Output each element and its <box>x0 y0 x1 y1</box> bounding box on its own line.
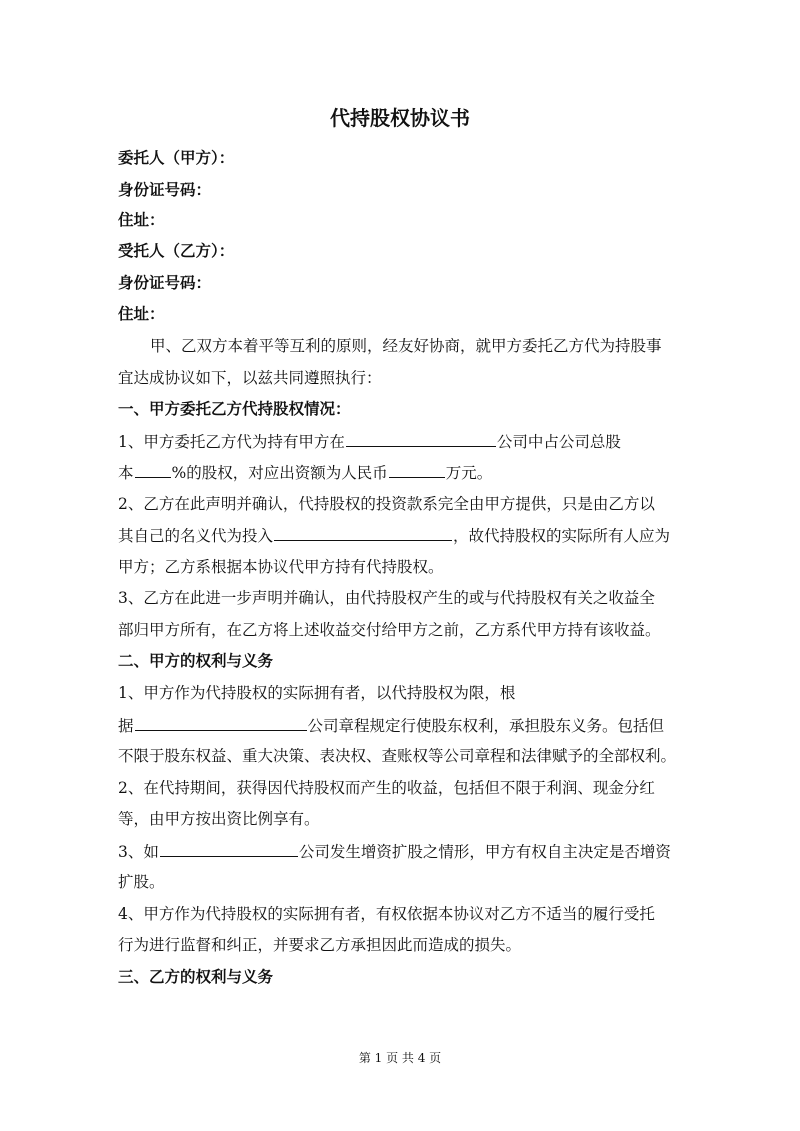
clause-text: ，故代持股权的实际所有人应为 <box>453 527 671 545</box>
intro-line-1: 甲、乙双方本着平等互利的原则，经友好协商，就甲方委托乙方代为持股事 <box>150 337 662 355</box>
clause-text: 本 <box>118 464 134 482</box>
intro-line-2: 宜达成协议如下，以兹共同遵照执行： <box>118 369 382 387</box>
clause-text: 万元。 <box>445 464 493 482</box>
blank-share-percent <box>135 462 171 478</box>
clause-2-2-line-2: 等，由甲方按出资比例享有。 <box>118 810 320 828</box>
clause-1-2-line-1: 2、乙方在此声明并确认，代持股权的投资款系完全由甲方提供，只是由乙方以 <box>118 495 655 513</box>
clause-text: 1、甲方委托乙方代为持有甲方在 <box>118 433 345 451</box>
clause-1-1-line-2 <box>118 462 688 483</box>
clause-text: 公司中占公司总股 <box>496 433 621 451</box>
clause-2-3-line-1 <box>118 841 688 862</box>
clause-2-3-line-2: 扩股。 <box>118 873 165 891</box>
clause-2-1-line-3: 不限于股东权益、重大决策、表决权、查账权等公司章程和法律赋予的全部权利。 <box>118 747 677 765</box>
blank-company-name-2 <box>135 715 307 731</box>
clause-2-1-line-1: 1、甲方作为代持股权的实际拥有者，以代持股权为限，根 <box>118 684 516 702</box>
principal-address-label: 住址： <box>118 211 165 229</box>
clause-2-1-line-2 <box>118 715 688 736</box>
section-1-heading: 一、甲方委托乙方代持股权情况： <box>118 400 351 418</box>
clause-text: 其自己的名义代为投入 <box>118 527 274 545</box>
section-3-heading: 三、乙方的权利与义务 <box>118 968 274 986</box>
page-number: 第 1 页 共 4 页 <box>358 1051 442 1065</box>
blank-capital-amount <box>389 462 445 478</box>
clause-1-3-line-1: 3、乙方在此进一步声明并确认，由代持股权产生的或与代持股权有关之收益全 <box>118 589 655 607</box>
clause-1-3-line-2: 部归甲方所有，在乙方将上述收益交付给甲方之前，乙方系代甲方持有该收益。 <box>118 621 661 639</box>
clause-2-4-line-2: 行为进行监督和纠正，并要求乙方承担因此而造成的损失。 <box>118 936 522 954</box>
document-title: 代持股权协议书 <box>330 106 470 130</box>
clause-1-2-line-2 <box>118 525 688 546</box>
blank-investment-target <box>274 525 452 541</box>
clause-text: 公司发生增资扩股之情形，甲方有权自主决定是否增资 <box>298 843 671 861</box>
section-2-heading: 二、甲方的权利与义务 <box>118 652 274 670</box>
agent-label: 受托人（乙方）： <box>118 242 235 260</box>
blank-company-name-3 <box>160 841 298 857</box>
blank-company-name <box>346 431 496 447</box>
clause-text: 3、如 <box>118 843 159 861</box>
clause-1-2-line-3: 甲方；乙方系根据本协议代甲方持有代持股权。 <box>118 558 444 576</box>
agent-address-label: 住址： <box>118 305 165 323</box>
principal-label: 委托人（甲方）： <box>118 149 235 167</box>
clause-2-2-line-1: 2、在代持期间，获得因代持股权而产生的收益，包括但不限于利润、现金分红 <box>118 779 655 797</box>
principal-id-label: 身份证号码： <box>118 181 212 199</box>
clause-text: %的股权，对应出资额为人民币 <box>171 464 388 482</box>
clause-text: 公司章程规定行使股东权利，承担股东义务。包括但 <box>307 717 665 735</box>
clause-1-1-line-1 <box>118 431 688 452</box>
agent-id-label: 身份证号码： <box>118 274 212 292</box>
clause-2-4-line-1: 4、甲方作为代持股权的实际拥有者，有权依据本协议对乙方不适当的履行受托 <box>118 905 655 923</box>
clause-text: 据 <box>118 717 134 735</box>
